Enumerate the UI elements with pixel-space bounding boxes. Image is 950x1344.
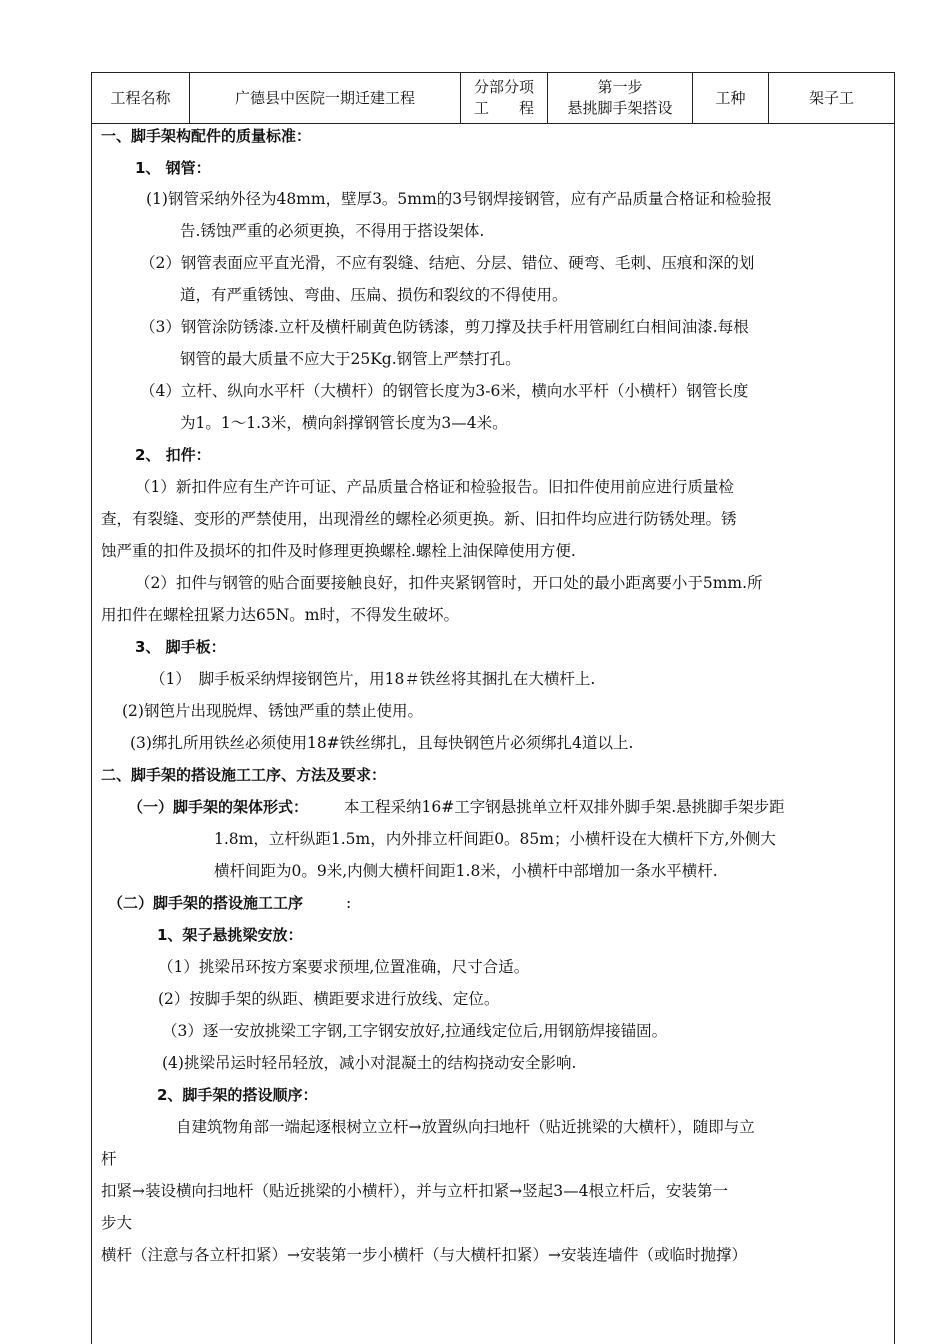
subsection-steel-pipe: 1、 钢管： (135, 159, 211, 177)
subsection-frame-form: （一）脚手架的架体形式： (128, 798, 309, 816)
text-line: （1） 脚手板采纳焊接钢笆片，用18＃铁丝将其捆扎在大横杆上. (150, 670, 596, 688)
text-line: （3）钢管涂防锈漆.立杆及横杆刷黄色防锈漆，剪刀撑及扶手杆用管刷红白相间油漆.每根 (140, 318, 749, 336)
trade-value: 架子工 (769, 73, 895, 124)
step-line2: 悬挑脚手架搭设 (567, 99, 673, 117)
subitem-label (461, 73, 548, 124)
section-title-2: 二、脚手架的搭设施工工序、方法及要求： (101, 766, 387, 784)
text-line: (4)挑梁吊运时轻吊轻放，减小对混凝土的结构挠动安全影响. (162, 1054, 577, 1072)
text-line: 本工程采纳16#工字钢悬挑单立杆双排外脚手架.悬挑脚手架步距 (344, 798, 785, 816)
subsection-beam-placement: 1、架子悬挑梁安放： (157, 926, 303, 944)
text-line: （2）扣件与钢管的贴合面要接触良好，扣件夹紧钢管时，开口处的最小距离要小于5mm.所 (135, 574, 763, 592)
step-name (548, 73, 693, 124)
header-table (91, 72, 895, 124)
text-line: 横杆间距为0。9米,内侧大横杆间距1.8米，小横杆中部增加一条水平横杆. (214, 862, 718, 880)
subitem-label-line2: 工 程 (473, 99, 534, 117)
text-line: 杆 (101, 1150, 117, 1168)
text-line: 道，有严重锈蚀、弯曲、压扁、损伤和裂纹的不得使用。 (180, 286, 568, 304)
text-line: 查，有裂缝、变形的严禁使用，出现滑丝的螺栓必须更换。新、旧扣件均应进行防锈处理。锈 (101, 510, 737, 528)
text-line: 1.8m，立杆纵距1.5m，内外排立杆间距0。85m；小横杆设在大横杆下方,外侧大 (214, 830, 776, 848)
project-label: 工程名称 (92, 73, 190, 124)
trade-label: 工种 (693, 73, 769, 124)
text-line: （1）挑梁吊环按方案要求预埋,位置准确，尺寸合适。 (158, 958, 530, 976)
text-line: (2）按脚手架的纵距、横距要求进行放线、定位。 (158, 990, 500, 1008)
text-line: 为1。1～1.3米，横向斜撑钢管长度为3—4米。 (180, 414, 508, 432)
subsection-scaffold-board: 3、 脚手板： (135, 638, 226, 656)
text-line: 横杆（注意与各立杆扣紧）→安装第一步小横杆（与大横杆扣紧）→安装连墙件（或临时抛撑） (101, 1246, 747, 1264)
text-line: 用扣件在螺栓扭紧力达65N。m时，不得发生破坏。 (101, 606, 459, 624)
text-line: 告.锈蚀严重的必须更换，不得用于搭设架体. (180, 222, 485, 240)
subsection-coupler: 2、 扣件： (135, 446, 211, 464)
text-line: 蚀严重的扣件及损坏的扣件及时修理更换螺栓.螺栓上油保障使用方便. (101, 542, 576, 560)
step-line1: 第一步 (597, 78, 643, 96)
text-line: 扣紧→装设横向扫地杆（贴近挑梁的小横杆），并与立杆扣紧→竖起3—4根立杆后，安装第一 (101, 1182, 728, 1200)
subsection-procedure: （二）脚手架的搭设施工工序 (108, 894, 304, 912)
text-line: (2)钢笆片出现脱焊、锈蚀严重的禁止使用。 (122, 702, 423, 720)
project-name: 广德县中医院一期迁建工程 (190, 73, 461, 124)
text-line: （3）逐一安放挑梁工字钢,工字钢安放好,拉通线定位后,用钢筋焊接锚固。 (162, 1022, 668, 1040)
text-line: (3)绑扎所用铁丝必须使用18#铁丝绑扎，且每快钢笆片必须绑扎4道以上. (130, 734, 634, 752)
text-line: （2）钢管表面应平直光滑，不应有裂缝、结疤、分层、错位、硬弯、毛刺、压痕和深的划 (140, 254, 755, 272)
text-line: （4）立杆、纵向水平杆（大横杆）的钢管长度为3-6米，横向水平杆（小横杆）钢管长度 (140, 382, 749, 400)
text-line: 自建筑物角部一端起逐根树立立杆→放置纵向扫地杆（贴近挑梁的大横杆），随即与立 (176, 1118, 755, 1136)
text-line: （1）新扣件应有生产许可证、产品质量合格证和检验报告。旧扣件使用前应进行质量检 (135, 478, 734, 496)
subitem-label-line1: 分部分项 (473, 78, 534, 96)
subsection-erection-sequence: 2、脚手架的搭设顺序： (157, 1086, 318, 1104)
section-title-1: 一、脚手架构配件的质量标准： (101, 127, 312, 145)
text-line: : (346, 894, 352, 912)
text-line: 钢管的最大质量不应大于25Kg.钢管上严禁打孔。 (180, 350, 521, 368)
text-line: (1)钢管采纳外径为48mm，壁厚3。5mm的3号钢焊接钢管，应有产品质量合格证和检验报 (146, 190, 773, 208)
text-line: 步大 (101, 1214, 133, 1232)
